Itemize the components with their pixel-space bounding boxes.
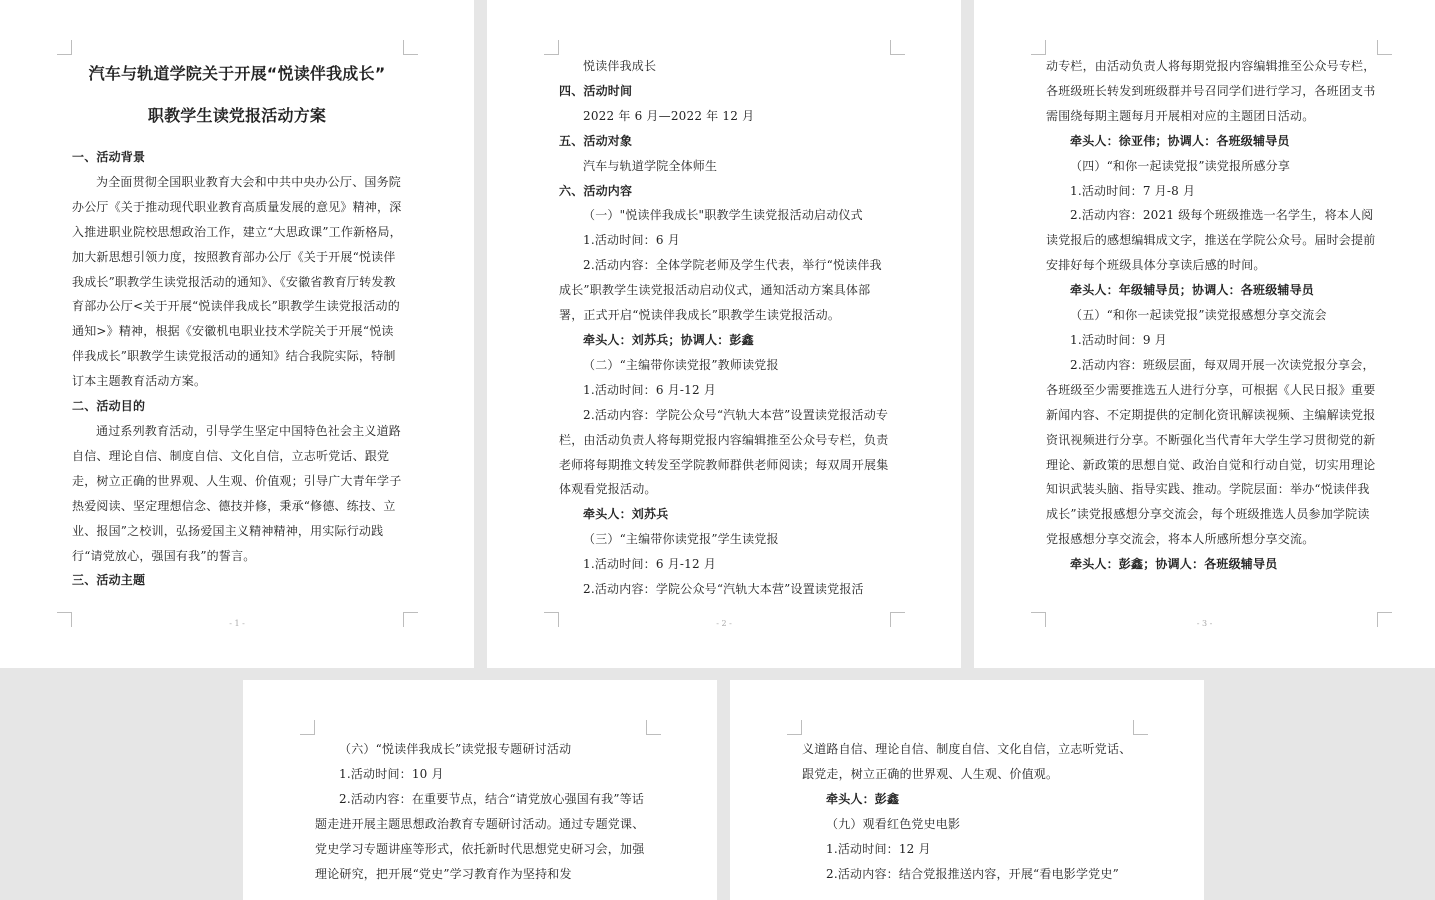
lead-person: 牵头人：年级辅导员；协调人：各班级辅导员 bbox=[1070, 283, 1315, 298]
margin-mark bbox=[1133, 720, 1148, 735]
margin-mark bbox=[1031, 40, 1046, 55]
page-number: - 1 - bbox=[229, 619, 245, 628]
sub-heading: （五）“和你一起读党报”读党报感想分享交流会 bbox=[1070, 308, 1327, 323]
paragraph: 2.活动内容：在重要节点，结合“请党放心强国有我”等话题走进开展主题思想政治教育专题研讨活动。通过专题党课、党史学习专题讲座等形式，依托新时代思想党史研习会，加强理论研究，把开展“党史”学习教育作为坚持和发 bbox=[315, 791, 645, 881]
sub-heading: （九）观看红色党史电影 bbox=[826, 816, 961, 831]
section-heading: 六、活动内容 bbox=[559, 183, 633, 198]
document-page-2 bbox=[487, 0, 961, 668]
paragraph: 汽车与轨道学院全体师生 bbox=[583, 158, 718, 173]
doc-title-line1: 汽车与轨道学院关于开展“悦读伴我成长” bbox=[88, 64, 386, 83]
page-body bbox=[802, 737, 1132, 886]
paragraph: 2.活动内容：全体学院老师及学生代表，举行“悦读伴我成长”职教学生读党报活动启动仪式，通知活动方案具体部署，正式开启“悦读伴我成长”职教学生读党报活动。 bbox=[559, 258, 882, 323]
sub-heading: （六）“悦读伴我成长”读党报专题研讨活动 bbox=[339, 742, 572, 756]
paragraph: 为全面贯彻全国职业教育大会和中共中央办公厅、国务院办公厅《关于推动现代职业教育高质量发展的意见》精神，深入推进职业院校思想政治工作，建立“大思政课”工作新格局，加大新思想引领力度，按照教育部办公厅《关于开展“悦读伴我成长”职教学生读党报活动的通知》、《安徽省教育厅转发教育部办公厅<关于开展“悦读伴我成长”职教学生读党报活动的通知>》精神，根据《安徽机电职业技术学院关于开展“悦读伴我成长”职教学生读党报活动的通知》结合我院实际，特制订本主题教育活动方案。 bbox=[72, 174, 402, 389]
sub-heading: （四）“和你一起读党报”读党报所感分享 bbox=[1070, 158, 1291, 173]
sub-heading: （二）“主编带你读党报”教师读党报 bbox=[583, 357, 779, 372]
paragraph: 1.活动时间：10 月 bbox=[339, 766, 444, 781]
doc-title-line2: 职教学生读党报活动方案 bbox=[147, 106, 327, 125]
paragraph: 2.活动内容：学院公众号“汽轨大本营”设置读党报活 bbox=[583, 582, 864, 597]
page-body bbox=[72, 53, 402, 593]
margin-mark bbox=[1377, 40, 1392, 55]
document-page-4 bbox=[243, 680, 717, 900]
lead-person: 牵头人：徐亚伟；协调人：各班级辅导员 bbox=[1070, 133, 1290, 148]
section-heading: 五、活动对象 bbox=[559, 133, 633, 148]
margin-mark bbox=[403, 40, 418, 55]
paragraph: 1.活动时间：6 月-12 月 bbox=[583, 557, 717, 572]
lead-person: 牵头人：刘苏兵 bbox=[583, 507, 669, 522]
paragraph: 义道路自信、理论自信、制度自信、文化自信，立志听党话、跟党走，树立正确的世界观、人生观、价值观。 bbox=[802, 742, 1132, 781]
lead-person: 牵头人：刘苏兵；协调人：彭鑫 bbox=[583, 332, 754, 347]
document-page-1 bbox=[0, 0, 474, 668]
section-heading: 四、活动时间 bbox=[559, 83, 633, 98]
margin-mark bbox=[787, 720, 802, 735]
paragraph: 1.活动时间：7 月-8 月 bbox=[1070, 183, 1196, 198]
margin-mark bbox=[57, 40, 72, 55]
margin-mark bbox=[646, 720, 661, 735]
paragraph: 2022 年 6 月—2022 年 12 月 bbox=[583, 108, 755, 123]
paragraph: 通过系列教育活动，引导学生坚定中国特色社会主义道路自信、理论自信、制度自信、文化自信，立志听党话、跟党走，树立正确的世界观、人生观、价值观；引导广大青年学子热爱阅读、坚定理想信念、德技并修，秉承“修德、练技、立业、报国”之校训，弘扬爱国主义精神精神，用实际行动践行“请党放心，强国有我”的誓言。 bbox=[72, 423, 402, 563]
document-page-5 bbox=[730, 680, 1204, 900]
page-body bbox=[1046, 54, 1376, 577]
page-number: - 2 - bbox=[716, 619, 732, 628]
paragraph: 2.活动内容：班级层面，每双周开展一次读党报分享会，各班级至少需要推选五人进行分享，可根据《人民日报》重要新闻内容、不定期提供的定制化资讯解读视频、主编解读党报资讯视频进行分享。不断强化当代青年大学生学习贯彻党的新理论、新政策的思想自觉、政治自觉和行动自觉，切实用理论知识武装头脑、指导实践、推动。学院层面：举办“悦读伴我成长”读党报感想分享交流会，每个班级推选人员参加学院读党报感想分享交流会，将本人所感所想分享交流。 bbox=[1046, 357, 1376, 547]
paragraph: 1.活动时间：12 月 bbox=[826, 841, 931, 856]
document-page-3 bbox=[974, 0, 1435, 668]
sub-heading: （三）“主编带你读党报”学生读党报 bbox=[583, 532, 779, 547]
margin-mark bbox=[890, 40, 905, 55]
lead-person: 牵头人：彭鑫；协调人：各班级辅导员 bbox=[1070, 557, 1278, 572]
margin-mark bbox=[300, 720, 315, 735]
paragraph: 1.活动时间：6 月-12 月 bbox=[583, 382, 717, 397]
section-heading: 二、活动目的 bbox=[72, 399, 146, 414]
page-body bbox=[315, 737, 645, 886]
paragraph: 1.活动时间：9 月 bbox=[1070, 332, 1167, 347]
paragraph: 2.活动内容：2021 级每个班级推选一名学生，将本人阅读党报后的感想编辑成文字，推送在学院公众号。届时会提前安排好每个班级具体分享读后感的时间。 bbox=[1046, 208, 1376, 273]
section-heading: 三、活动主题 bbox=[72, 573, 146, 588]
paragraph: 2.活动内容：结合党报推送内容，开展“看电影学党史” bbox=[826, 866, 1119, 881]
paragraph: 1.活动时间：6 月 bbox=[583, 233, 680, 248]
section-heading: 一、活动背景 bbox=[72, 150, 146, 164]
page-number: - 3 - bbox=[1196, 619, 1213, 628]
page-body bbox=[559, 54, 889, 602]
margin-mark bbox=[544, 40, 559, 55]
sub-heading: （一）"悦读伴我成长"职教学生读党报活动启动仪式 bbox=[583, 208, 863, 223]
paragraph: 悦读伴我成长 bbox=[583, 59, 657, 73]
lead-person: 牵头人：彭鑫 bbox=[826, 791, 900, 806]
paragraph: 2.活动内容：学院公众号“汽轨大本营”设置读党报活动专栏，由活动负责人将每期党报内容编辑推至公众号专栏，负责老师将每期推文转发至学院教师群供老师阅读；每双周开展集体观看党报活动。 bbox=[559, 407, 889, 497]
paragraph: 动专栏，由活动负责人将每期党报内容编辑推至公众号专栏，各班级班长转发到班级群并号召同学们进行学习，各班团支书需围绕每期主题每月开展相对应的主题团日活动。 bbox=[1046, 59, 1376, 123]
